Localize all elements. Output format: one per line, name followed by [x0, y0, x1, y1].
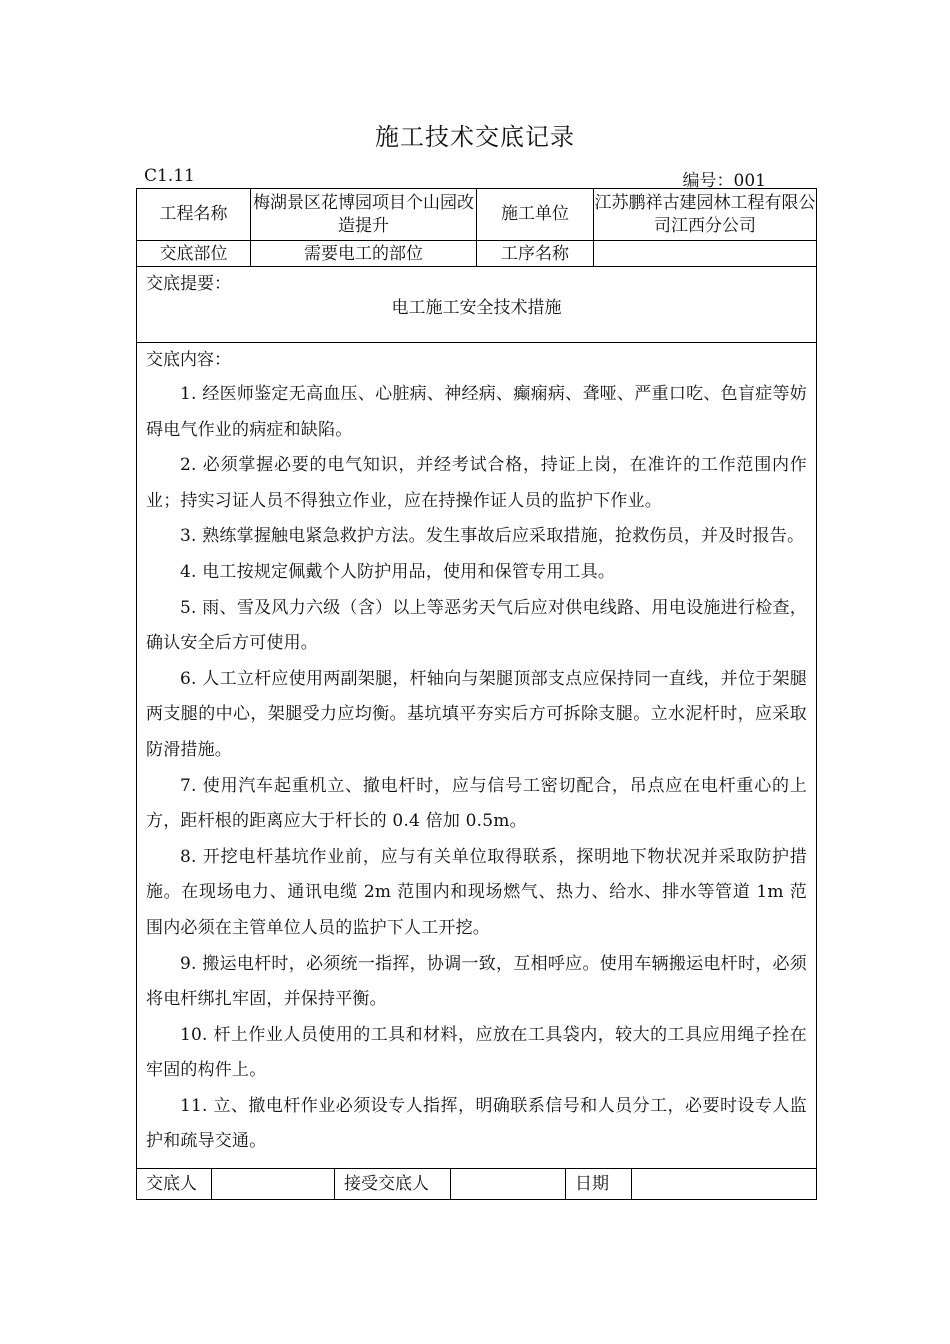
content-item: 3. 熟练掌握触电紧急救护方法。发生事故后应采取措施，抢救伤员，并及时报告。 — [180, 526, 805, 547]
content-item: 10. 杆上作业人员使用的工具和材料，应放在工具袋内，较大的工具应用绳子拴在牢固的构件上。 — [146, 1024, 807, 1081]
document-title: 施工技术交底记录 — [375, 123, 575, 151]
code-line — [144, 166, 766, 191]
content-item: 9. 搬运电杆时，必须统一指挥，协调一致，互相呼应。使用车辆搬运电杆时，必须将电杆绑扎牢固，并保持平衡。 — [146, 953, 807, 1010]
giver-label: 交底人 — [137, 1169, 212, 1199]
summary-label: 交底提要： — [146, 274, 231, 294]
construction-unit-label: 施工单位 — [477, 189, 594, 240]
content-item: 8. 开挖电杆基坑作业前，应与有关单位取得联系，探明地下物状况并采取防护措施。在现场电力、通讯电缆 2m 范围内和现场燃气、热力、给水、排水等管道 1m 范围内必须在主管单位人员的监护下人工开挖。 — [146, 846, 807, 938]
disclosure-part-label: 交底部位 — [137, 241, 251, 266]
summary-text: 电工施工安全技术措施 — [391, 298, 562, 318]
giver-field[interactable] — [212, 1169, 335, 1199]
receiver-field[interactable] — [451, 1169, 566, 1199]
disclosure-part-value: 需要电工的部位 — [251, 241, 477, 266]
summary-section — [137, 267, 816, 343]
content-item: 4. 电工按规定佩戴个人防护用品，使用和保管专用工具。 — [180, 561, 616, 582]
header-row-2 — [137, 241, 816, 267]
content-section — [137, 343, 816, 1169]
disclosure-form — [136, 188, 817, 1200]
receiver-label: 接受交底人 — [335, 1169, 451, 1199]
content-item: 11. 立、撤电杆作业必须设专人指挥，明确联系信号和人员分工，必要时设专人监护和疏导交通。 — [146, 1095, 807, 1152]
content-item: 6. 人工立杆应使用两副架腿，杆轴向与架腿顶部支点应保持同一直线，并位于架腿两支腿的中心，架腿受力应均衡。基坑填平夯实后方可拆除支腿。立水泥杆时，应采取防滑措施。 — [146, 668, 807, 760]
project-name-label: 工程名称 — [137, 189, 251, 240]
content-item: 7. 使用汽车起重机立、撤电杆时，应与信号工密切配合，吊点应在电杆重心的上方，距杆根的距离应大于杆长的 0.4 倍加 0.5m。 — [146, 775, 807, 832]
content-item: 5. 雨、雪及风力六级（含）以上等恶劣天气后应对供电线路、用电设施进行检查，确认安全后方可使用。 — [146, 597, 807, 654]
construction-unit-value: 江苏鹏祥古建园林工程有限公司江西分公司 — [594, 192, 816, 236]
content-item: 2. 必须掌握必要的电气知识，并经考试合格，持证上岗，在准许的工作范围内作业；持实习证人员不得独立作业，应在持操作证人员的监护下作业。 — [146, 455, 807, 511]
content-item: 1. 经医师鉴定无高血压、心脏病、神经病、癫痫病、聋哑、严重口吃、色盲症等妨碍电气作业的病症和缺陷。 — [146, 384, 807, 440]
process-name-label: 工序名称 — [477, 241, 594, 266]
header-row-1 — [137, 189, 816, 241]
content-label: 交底内容： — [146, 350, 231, 370]
date-label: 日期 — [566, 1169, 632, 1199]
project-name-value: 梅湖景区花博园项目个山园改造提升 — [251, 189, 477, 240]
process-name-value — [594, 241, 816, 266]
date-field[interactable] — [632, 1169, 816, 1199]
document-number: 编号：001 — [682, 171, 766, 191]
form-code: C1.11 — [144, 166, 195, 186]
signature-row — [137, 1169, 816, 1199]
